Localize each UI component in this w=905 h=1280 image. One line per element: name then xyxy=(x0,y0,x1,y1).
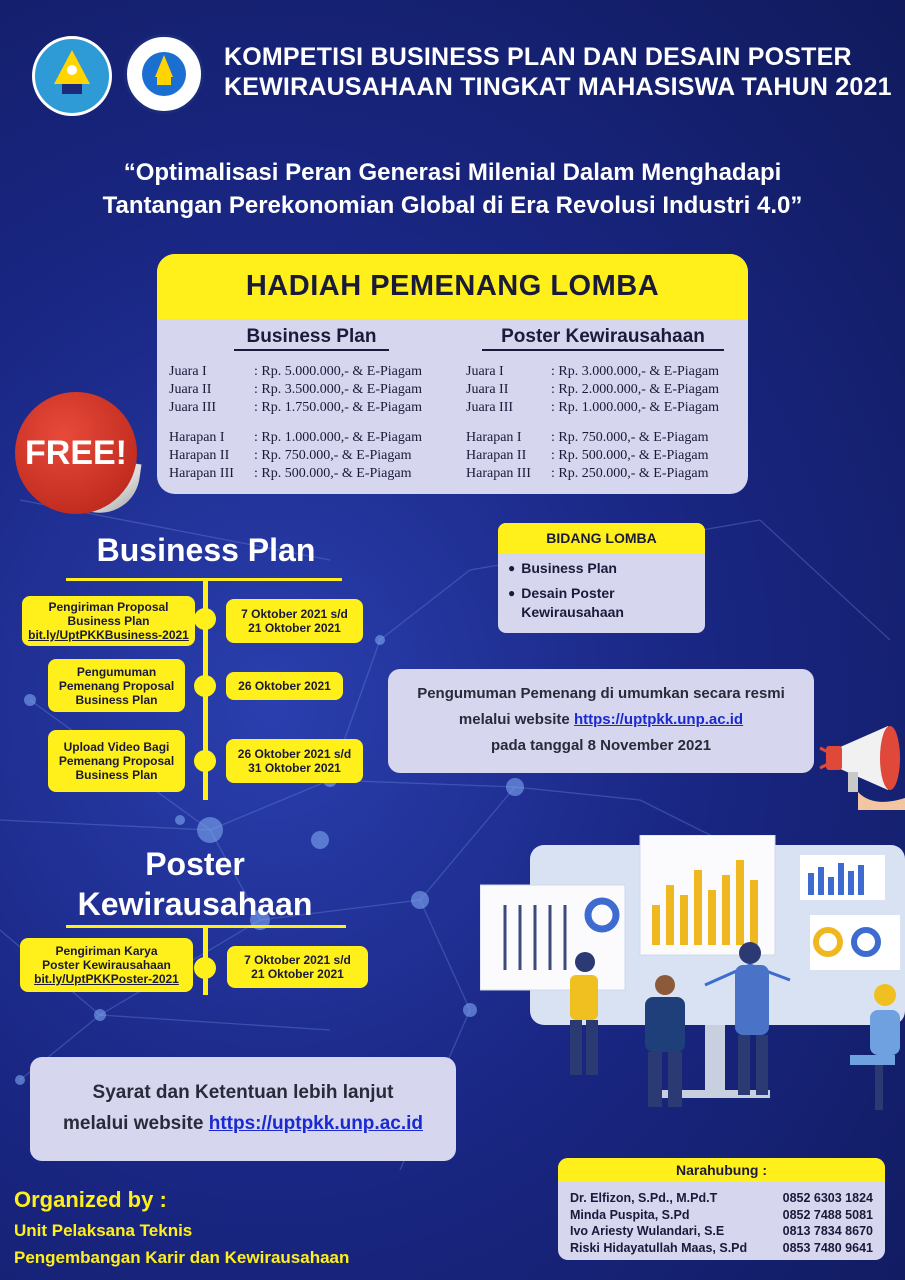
prize-row xyxy=(466,399,746,417)
prize-row xyxy=(466,465,746,483)
prize-amount: : Rp. 3.500.000,- & E-Piagam xyxy=(254,382,422,397)
prize-rank: Juara II xyxy=(466,382,509,397)
prize-amount: : Rp. 500.000,- & E-Piagam xyxy=(254,466,412,481)
business-plan-prize-heading: Business Plan xyxy=(234,326,389,351)
prize-amount: : Rp. 3.000.000,- & E-Piagam xyxy=(551,364,719,379)
timeline-dot xyxy=(194,750,216,772)
prize-rank: Harapan I xyxy=(169,430,225,445)
prize-amount: : Rp. 1.000.000,- & E-Piagam xyxy=(254,430,422,445)
kemdikbud-logo xyxy=(32,36,112,116)
prize-rank: Harapan III xyxy=(466,466,531,481)
timeline-dot xyxy=(194,957,216,979)
prize-panel xyxy=(157,254,748,494)
prize-row xyxy=(169,381,444,399)
announcement-panel: Pengumuman Pemenang di umumkan secara resmi melalui website https://uptpkk.unp.ac.id pada tanggal 8 November 2021 xyxy=(388,669,814,773)
event-theme: “Optimalisasi Peran Generasi Milenial Dalam Menghadapi Tantangan Perekonomian Global di Era Revolusi Industri 4.0” xyxy=(102,159,803,219)
contact-name: Minda Puspita, S.Pd xyxy=(570,1207,690,1222)
poster-timeline-title: Poster Kewirausahaan xyxy=(77,846,313,922)
competition-fields-panel xyxy=(498,523,705,633)
contact-name: Dr. Elfizon, S.Pd., M.Pd.T xyxy=(570,1191,718,1205)
bp-step-2-activity: Pengumuman Pemenang Proposal Business Plan xyxy=(48,659,185,712)
prize-row xyxy=(466,381,746,399)
competition-field-item: ● Business Plan xyxy=(508,560,617,576)
prize-amount: : Rp. 750.000,- & E-Piagam xyxy=(551,430,709,445)
business-plan-prizes xyxy=(169,326,444,483)
contact-title: Narahubung : xyxy=(558,1158,885,1182)
competition-fields-title: BIDANG LOMBA xyxy=(498,523,705,553)
prize-amount: : Rp. 1.000.000,- & E-Piagam xyxy=(551,400,719,415)
prize-row xyxy=(466,429,746,447)
bp-submission-link[interactable]: bit.ly/UptPKKBusiness-2021 xyxy=(28,628,189,642)
prize-rank: Juara I xyxy=(466,364,504,379)
prize-row xyxy=(169,399,444,417)
prize-rank: Harapan III xyxy=(169,466,234,481)
prize-rank: Juara III xyxy=(169,400,217,415)
bp-step-1-activity: Pengiriman Proposal Business Plan bit.ly/UptPKKBusiness-2021 xyxy=(22,596,195,646)
prize-gap xyxy=(466,417,746,429)
organizer-line-1: Unit Pelaksana Teknis xyxy=(14,1221,193,1240)
poster-step-1-activity: Pengiriman Karya Poster Kewirausahaan bit.ly/UptPKKPoster-2021 xyxy=(20,938,193,992)
terms-panel: Syarat dan Ketentuan lebih lanjut melalui website https://uptpkk.unp.ac.id xyxy=(30,1057,456,1161)
competition-field-item: ● Desain Poster Kewirausahaan xyxy=(508,585,624,620)
contact-phone[interactable]: 0852 7488 5081 xyxy=(782,1207,873,1222)
contact-row xyxy=(558,1190,885,1207)
contact-row xyxy=(558,1207,885,1224)
prize-amount: : Rp. 750.000,- & E-Piagam xyxy=(254,448,412,463)
prize-rank: Juara I xyxy=(169,364,207,379)
prize-rank: Harapan II xyxy=(466,448,527,463)
prize-row xyxy=(169,465,444,483)
prize-amount: : Rp. 5.000.000,- & E-Piagam xyxy=(254,364,422,379)
contact-phone[interactable]: 0852 6303 1824 xyxy=(782,1191,873,1205)
prize-rank: Juara III xyxy=(466,400,514,415)
contact-row xyxy=(558,1223,885,1240)
prize-rank: Juara II xyxy=(169,382,212,397)
prize-gap xyxy=(169,417,444,429)
terms-website-link[interactable]: https://uptpkk.unp.ac.id xyxy=(208,1113,423,1134)
contact-row xyxy=(558,1240,885,1257)
contact-name: Ivo Ariesty Wulandari, S.E xyxy=(570,1224,725,1238)
organizer-heading: Organized by : xyxy=(14,1187,167,1212)
timeline-dot xyxy=(194,608,216,630)
prize-row xyxy=(466,363,746,381)
contact-panel xyxy=(558,1158,885,1260)
unp-logo xyxy=(124,34,204,114)
prize-amount: : Rp. 500.000,- & E-Piagam xyxy=(551,448,709,463)
bp-step-2-date: 26 Oktober 2021 xyxy=(226,672,343,700)
prize-amount: : Rp. 2.000.000,- & E-Piagam xyxy=(551,382,719,397)
prize-row xyxy=(169,447,444,465)
megaphone-icon xyxy=(818,718,905,810)
contact-phone[interactable]: 0853 7480 9641 xyxy=(782,1240,873,1255)
prize-row xyxy=(169,363,444,381)
poster-step-1-date: 7 Oktober 2021 s/d 21 Oktober 2021 xyxy=(227,946,368,988)
prize-amount: : Rp. 1.750.000,- & E-Piagam xyxy=(254,400,422,415)
organizer-line-2: Pengembangan Karir dan Kewirausahaan xyxy=(14,1248,350,1267)
announcement-website-link[interactable]: https://uptpkk.unp.ac.id xyxy=(573,711,744,728)
business-plan-timeline-title: Business Plan xyxy=(96,532,316,568)
contact-name: Riski Hidayatullah Maas, S.Pd xyxy=(570,1240,748,1255)
bp-step-3-activity: Upload Video Bagi Pemenang Proposal Business Plan xyxy=(48,730,185,792)
prize-rank: Harapan I xyxy=(466,430,522,445)
prize-title: HADIAH PEMENANG LOMBA xyxy=(157,254,748,319)
bp-step-1-date: 7 Oktober 2021 s/d 21 Oktober 2021 xyxy=(226,599,363,643)
event-title: KOMPETISI BUSINESS PLAN DAN DESAIN POSTER KEWIRAUSAHAAN TINGKAT MAHASISWA TAHUN 2021 xyxy=(224,43,892,101)
prize-row xyxy=(169,429,444,447)
bp-step-3-date: 26 Oktober 2021 s/d 31 Oktober 2021 xyxy=(226,739,363,783)
prize-amount: : Rp. 250.000,- & E-Piagam xyxy=(551,466,709,481)
contact-phone[interactable]: 0813 7834 8670 xyxy=(782,1224,873,1238)
prize-row xyxy=(466,447,746,465)
business-analytics-illustration xyxy=(480,835,905,1120)
timeline-dot xyxy=(194,675,216,697)
poster-prize-heading: Poster Kewirausahaan xyxy=(482,326,724,351)
free-badge: FREE! xyxy=(15,392,137,514)
poster-submission-link[interactable]: bit.ly/UptPKKPoster-2021 xyxy=(34,972,179,986)
poster-prizes xyxy=(466,326,746,483)
prize-rank: Harapan II xyxy=(169,448,230,463)
